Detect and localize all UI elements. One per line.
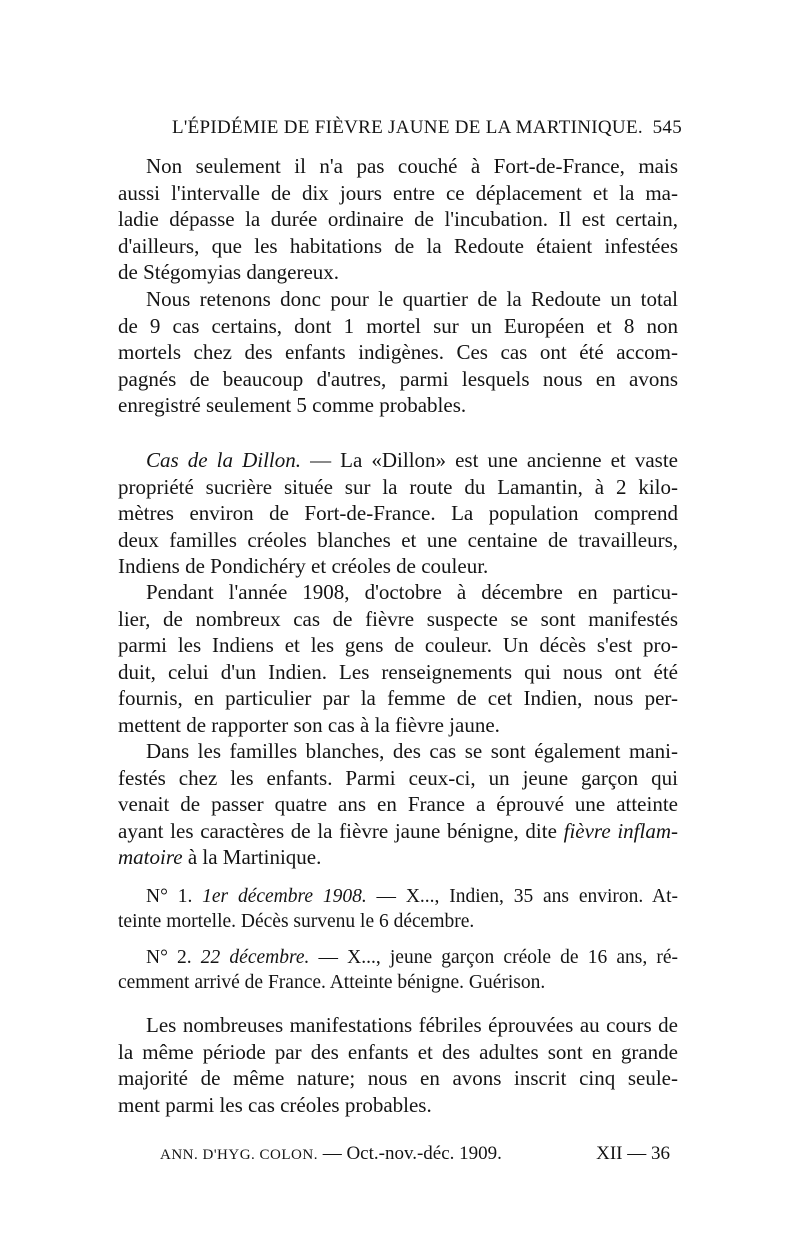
text-line: la même période par des enfants et des adultes sont en grande [118,1039,678,1064]
text-line [118,884,678,909]
case-number: N° 2. [146,947,192,968]
italic-term: fièvre inflam- [563,818,678,843]
paragraph-5 [118,738,678,871]
case-date: 1er décembre 1908. [202,886,367,907]
text-line [118,447,678,474]
text-line: mortels chez des enfants indigènes. Ces cas ont été accom- [118,340,678,364]
text-line: ment parmi les cas créoles probables. [118,1092,432,1117]
text-line: ladie dépasse la durée ordinaire de l'incubation. Il est certain, [118,207,678,231]
text-line: duit, celui d'un Indien. Les renseignements qui nous ont été [118,659,678,684]
text-line: venait de passer quatre ans en France a éprouvé une atteinte [118,792,678,816]
running-title: L'ÉPIDÉMIE DE FIÈVRE JAUNE DE LA MARTINIQUE. [172,117,643,138]
text-line: Pendant l'année 1908, d'octobre à décembre en particu- [146,580,678,604]
text-line: Nous retenons donc pour le quartier de la Redoute un total [146,287,678,311]
text-line [118,818,678,845]
paragraph-1 [118,153,678,286]
text-line: aussi l'intervalle de dix jours entre ce déplacement et la ma- [118,180,678,205]
paragraph-2 [118,286,678,419]
text-line: festés chez les enfants. Parmi ceux-ci, un jeune garçon qui [118,765,678,790]
signature-mark: XII — 36 [596,1143,670,1164]
issue-date: — Oct.-nov.-déc. 1909. [322,1143,502,1164]
section-heading: Cas de la Dillon. [146,448,301,472]
italic-term: matoire [118,845,183,869]
case-description: — X..., jeune garçon créole de 16 ans, ré- [318,947,678,968]
paragraph-4 [118,579,678,738]
text-span: à la Martinique. [182,845,322,869]
journal-abbreviation: ANN. D'HYG. COLON. [160,1147,318,1163]
text-line: cemment arrivé de France. Atteinte bénigne. Guérison. [118,972,546,993]
text-line [118,844,678,871]
case-entry-2 [118,945,678,995]
page-footer [160,1143,670,1171]
text-line: de 9 cas certains, dont 1 mortel sur un Européen et 8 non [118,313,678,338]
text-line: deux familles créoles blanches et une centaine de travailleurs, [118,527,678,552]
paragraph-6 [118,1012,678,1118]
text-line: mètres environ de Fort-de-France. La population comprend [118,501,678,525]
text-line: Dans les familles blanches, des cas se sont également mani- [146,739,678,763]
text-line: Les nombreuses manifestations fébriles éprouvées au cours de [146,1013,678,1037]
paragraph-3 [118,447,678,580]
text-line: Indiens de Pondichéry et créoles de couleur. [118,554,489,578]
text-line: teinte mortelle. Décès survenu le 6 décembre. [118,911,475,932]
text-line: mettent de rapporter son cas à la fièvre jaune. [118,712,500,737]
case-entry-1 [118,884,678,934]
case-number: N° 1. [146,886,193,907]
text-line: enregistré seulement 5 comme probables. [118,393,467,417]
text-line [118,945,678,970]
case-description: — X..., Indien, 35 ans environ. At- [376,886,678,907]
text-line: Non seulement il n'a pas couché à Fort-de-France, mais [146,154,678,178]
text-span: ayant les caractères de la fièvre jaune bénigne, dite [118,818,564,843]
footer-citation [160,1143,502,1165]
text-line: d'ailleurs, que les habitations de la Redoute étaient infestées [118,233,678,258]
text-line: pagnés de beaucoup d'autres, parmi lesquels nous en avons [118,366,678,391]
text-line: parmi les Indiens et les gens de couleur. Un décès s'est pro- [118,633,678,657]
page-number: 545 [652,117,682,138]
heading-continuation: — La «Dillon» est une ancienne et vaste [310,448,678,472]
case-date: 22 décembre. [200,947,310,968]
text-line: propriété sucrière située sur la route du Lamantin, à 2 kilo- [118,474,678,499]
text-line: lier, de nombreux cas de fièvre suspecte se sont manifestés [118,606,678,631]
text-line: de Stégomyias dangereux. [118,260,340,284]
text-line: majorité de même nature; nous en avons inscrit cinq seule- [118,1066,678,1090]
text-line: fournis, en particulier par la femme de cet Indien, nous per- [118,686,678,710]
running-header [172,117,682,143]
